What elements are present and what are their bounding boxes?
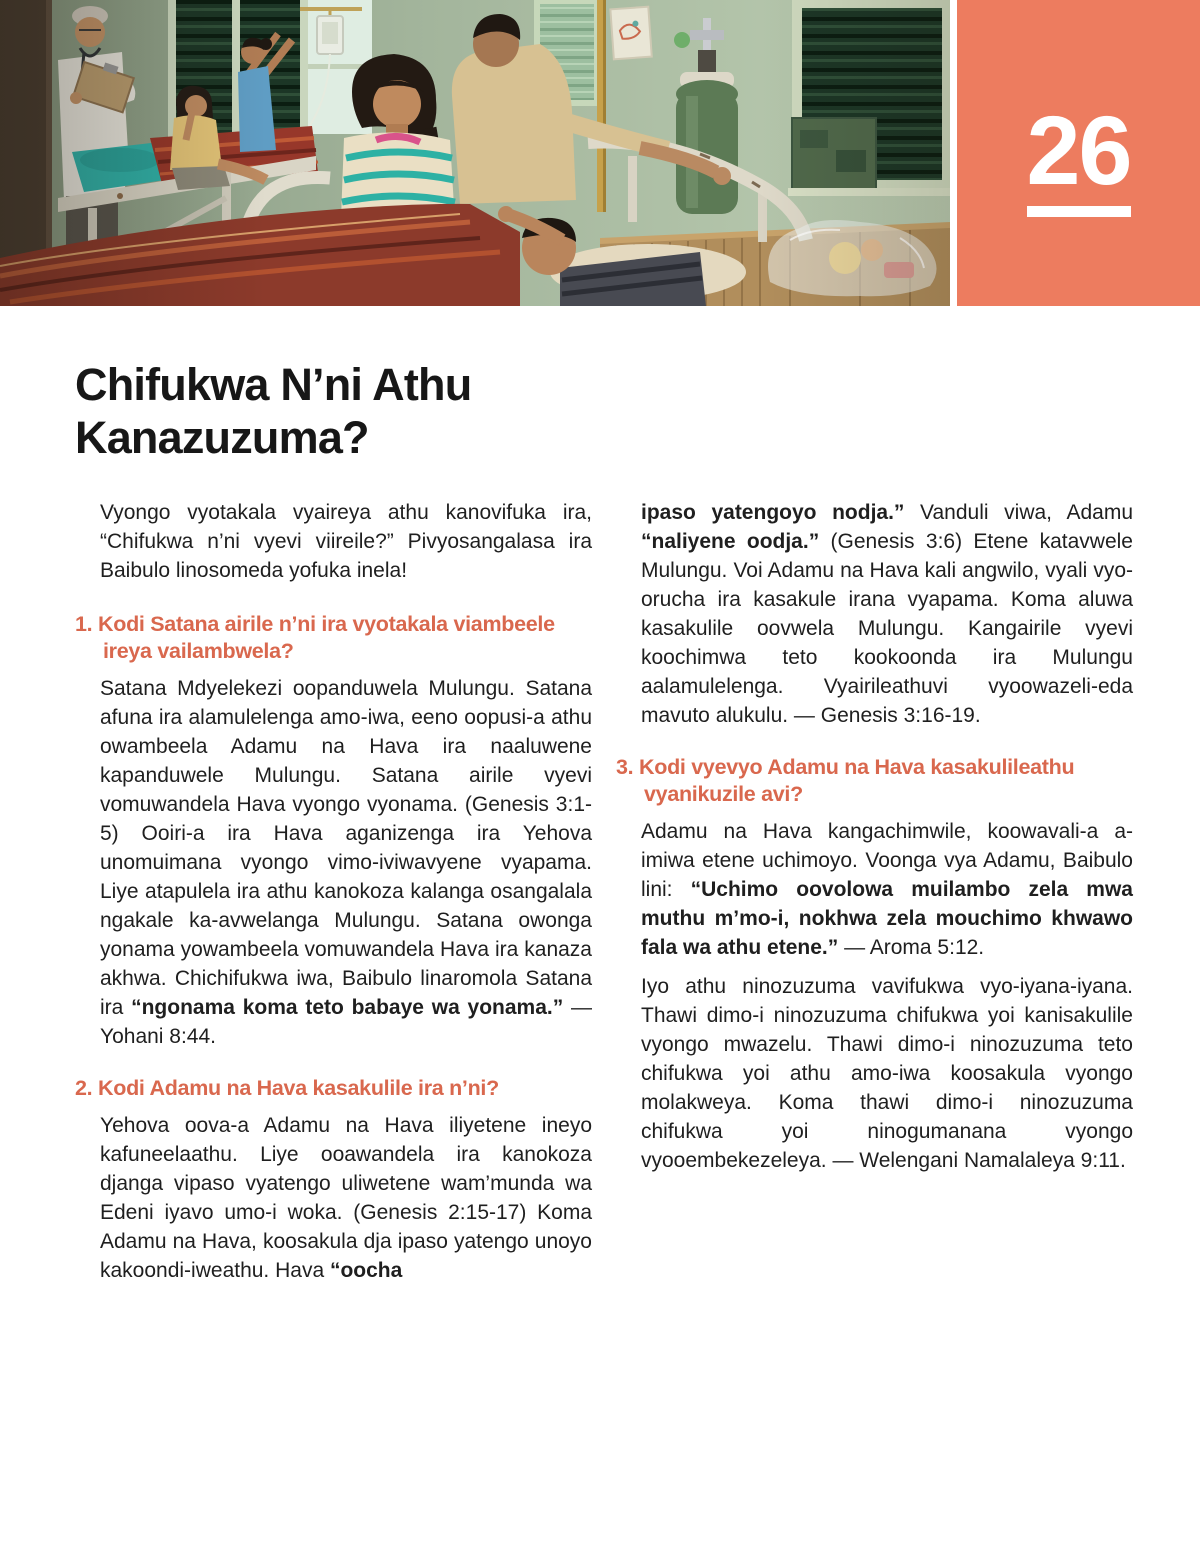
question-2-heading — [75, 1075, 592, 1102]
question-3-text: Kodi vyevyo Adamu na Hava kasakulileathu vyanikuzile avi? — [639, 755, 1075, 806]
lesson-number: 26 — [1026, 95, 1131, 205]
right-column — [616, 498, 1133, 1185]
question-1-text: Kodi Satana airile n’ni ira vyotakala viambeele ireya vailambwela? — [98, 612, 555, 663]
question-1-heading — [75, 611, 592, 665]
lesson-number-underline — [1027, 206, 1131, 217]
question-1-answer: Satana Mdyelekezi oopanduwela Mulungu. Satana afuna ira alamulelenga amo-iwa, eeno oopusi-a athu owambeela Adamu na Hava ira naaluwene kapanduwele Mulungu. Satana airile vyevi vomuwandela Hava vyongo vyonama. (Genesis 3:1-5) Ooiri-a ira Hava aganizenga ira Yehova unomuimana vyongo vimo-iviwavyene vyapama. Liye atapulela ira athu kanokoza kalanga osangalala ngakale ka-avwelanga Mulungu. Satana owonga yonama yowambeela vomuwandela Hava ira kanaza akhwa. Chichifukwa iwa, Baibulo linaromola Satana ira “ngonama koma teto babaye wa yonama.” — Yohani 8:44. — [100, 677, 592, 1048]
intro-paragraph: Vyongo vyotakala vyaireya athu kanovifuka ira, “Chifukwa n’ni vyevi viireile?” Pivyosangalasa ira Baibulo linosomeda yofuka inela! — [100, 501, 592, 582]
page-title: Chifukwa N’ni Athu Kanazuzuma? — [75, 359, 472, 463]
question-2-answer-part-2: ipaso yatengoyo nodja.” Vanduli viwa, Adamu “naliyene oodja.” (Genesis 3:6) Etene katavwele Mulungu. Voi Adamu na Hava kali angwilo, vyali vyo-orucha ira kasakule irana vyapama. Koma aluwa kasakulile oovwela Mulungu. Kangairile vyevi koochimwa teto kookoonda ira Mulungu aalamulelenga. Vyairileathuvi vyoowazeli-eda mavuto alukulu. — Genesis 3:16-19. — [641, 501, 1133, 727]
article-content — [0, 358, 1200, 1295]
hero-band — [0, 0, 1200, 306]
question-3-heading — [616, 754, 1133, 808]
left-column — [75, 498, 592, 1295]
question-3-number: 3. — [616, 755, 634, 779]
hospital-photo — [0, 0, 950, 306]
lesson-number-box — [957, 0, 1200, 306]
question-3-answer-1: Adamu na Hava kangachimwile, koowavali-a a-imiwa etene uchimoyo. Voonga vya Adamu, Baibulo lini: “Uchimo oovolowa muilambo zela mwa muthu m’mo-i, nokhwa zela mouchimo khwawo fala wa athu etene.” — Aroma 5:12. — [641, 820, 1133, 959]
question-2-number: 2. — [75, 1076, 93, 1100]
question-2-text: Kodi Adamu na Hava kasakulile ira n’ni? — [98, 1076, 499, 1100]
question-3-answer-2: Iyo athu ninozuzuma vavifukwa vyo-iyana-iyana. Thawi dimo-i ninozuzuma chifukwa yoi kanisakulile vyongo mwazelu. Thawi dimo-i ninozuzuma teto chifukwa yoi athu amo-iwa koosakula vyongo molakweya. Koma thawi dimo-i ninozuzuma chifukwa yoi ninogumanana vyongo vyooembekezeleya. — Welengani Namalaleya 9:11. — [641, 975, 1133, 1172]
hospital-photo-illustration — [0, 0, 950, 306]
question-1-number: 1. — [75, 612, 93, 636]
question-2-answer-part-1: Yehova oova-a Adamu na Hava iliyetene ineyo kafuneelaathu. Liye ooawandela ira kanokoza djanga vipaso vyatengo uliwetene wam’munda wa Edeni iyavo umo-i woka. (Genesis 2:15-17) Koma Adamu na Hava, koosakula dja ipaso yatengo unoyo kakoondi-iweathu. Hava “oocha — [100, 1114, 592, 1282]
two-column-text — [75, 498, 1133, 1295]
